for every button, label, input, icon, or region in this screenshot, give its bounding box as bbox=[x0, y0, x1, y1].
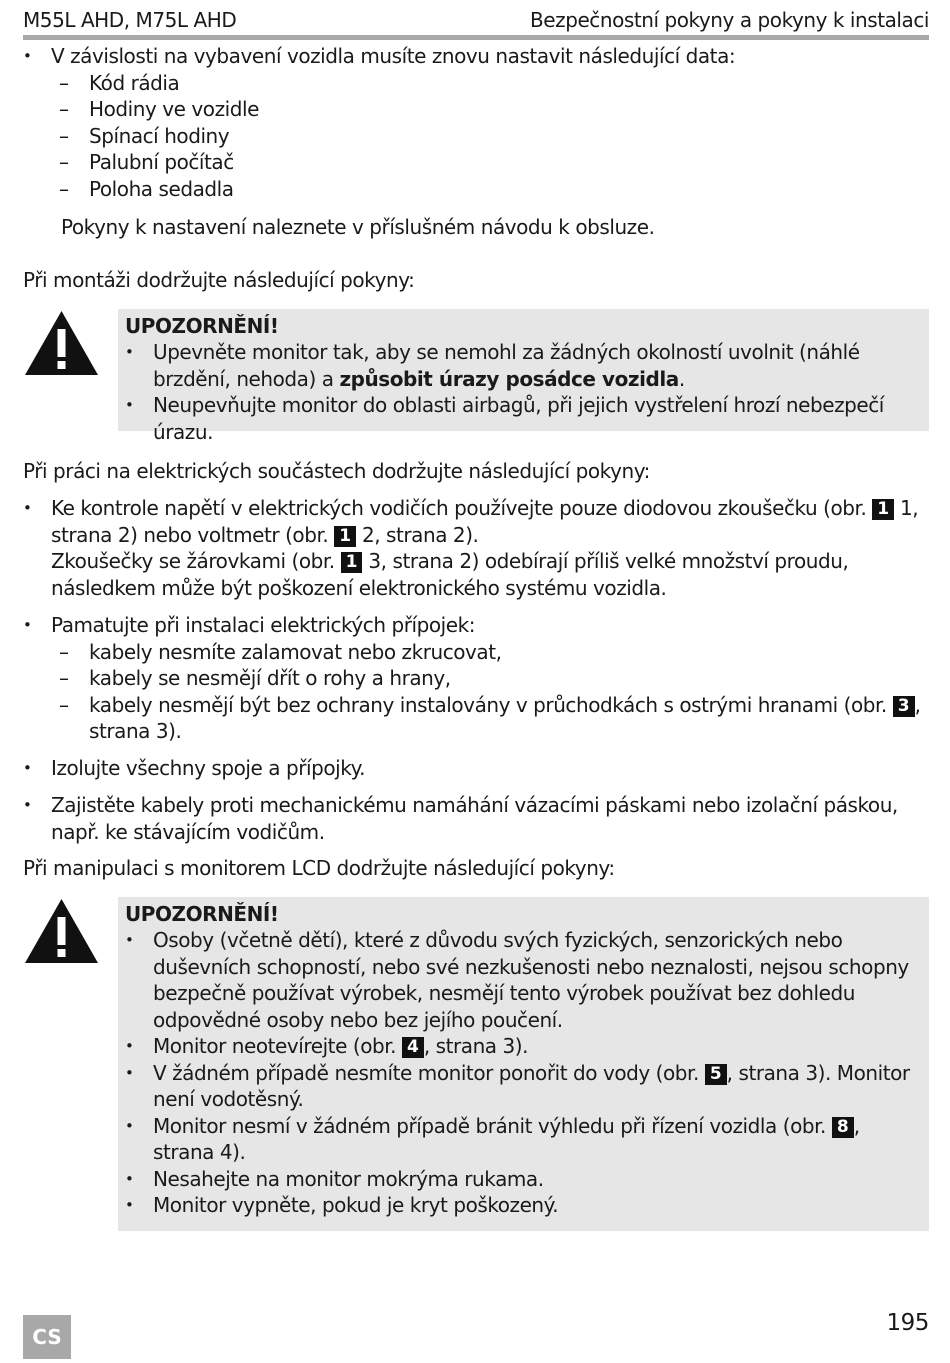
figure-badge: 3 bbox=[893, 696, 915, 717]
list-item: • Pamatujte při instalaci elektrických přípojek: bbox=[23, 612, 929, 639]
list-item: – Kód rádia bbox=[23, 70, 929, 97]
list-item: • V závislosti na vybavení vozidla musíte znovu nastavit následující data: bbox=[23, 43, 929, 70]
list-item: – Spínací hodiny bbox=[23, 123, 929, 150]
electrical-connections-list bbox=[23, 612, 929, 745]
figure-badge: 5 bbox=[705, 1064, 727, 1085]
figure-badge: 1 bbox=[872, 499, 894, 520]
vehicle-data-section bbox=[23, 43, 929, 202]
warning-box-lcd bbox=[118, 897, 929, 1231]
warning-box-mounting bbox=[118, 309, 929, 444]
lcd-intro: Při manipulaci s monitorem LCD dodržujte následující pokyny: bbox=[23, 856, 615, 880]
warning-title: UPOZORNĚNÍ! bbox=[125, 902, 279, 926]
mounting-intro: Při montáži dodržujte následující pokyny: bbox=[23, 268, 415, 292]
list-item: • Monitor neotevírejte (obr. 4 , strana 3). bbox=[125, 1033, 923, 1060]
list-item: • V žádném případě nesmíte monitor ponořit do vody (obr. 5 , strana 3). Monitor není vodotěsný. bbox=[125, 1060, 923, 1113]
warning-icon bbox=[23, 309, 100, 377]
list-item: – Poloha sedadla bbox=[23, 176, 929, 203]
warning-icon bbox=[23, 897, 100, 965]
list-item: – Palubní počítač bbox=[23, 149, 929, 176]
list-item: • Ke kontrole napětí v elektrických vodičích používejte pouze diodovou zkoušečku (obr. 1 1, strana 2) nebo voltmetr (obr. 1 2, strana 2). Zkoušečky se žárovkami (obr. 1 3, strana 2) odebírají příliš velké množství proudu, následkem může být poškození elektronického systému vozidla. bbox=[23, 495, 929, 601]
list-item: • Upevněte monitor tak, aby se nemohl za žádných okolností uvolnit (náhlé brzdění, nehoda) a způsobit úrazy posádce vozidla. bbox=[125, 339, 923, 392]
page-header bbox=[23, 6, 929, 40]
list-item: – Hodiny ve vozidle bbox=[23, 96, 929, 123]
list-item: • Nesahejte na monitor mokrýma rukama. bbox=[125, 1166, 923, 1193]
list-item: • Monitor nesmí v žádném případě bránit výhledu při řízení vozidla (obr. 8 , strana 4). bbox=[125, 1113, 923, 1166]
list-item: • Zajistěte kabely proti mechanickému namáhání vázacími páskami nebo izolační páskou, např. ke stávajícím vodičům. bbox=[23, 792, 929, 845]
list-item: • Izolujte všechny spoje a přípojky. bbox=[23, 755, 929, 782]
header-section-title: Bezpečnostní pokyny a pokyny k instalaci bbox=[530, 8, 929, 32]
figure-badge: 4 bbox=[402, 1037, 424, 1058]
list-item: – kabely nesmějí být bez ochrany instalovány v průchodkách s ostrými hranami (obr. 3 , strana 3). bbox=[23, 692, 929, 745]
page-number: 195 bbox=[886, 1310, 929, 1336]
list-item: • Neupevňujte monitor do oblasti airbagů, při jejich vystřelení hrozí nebezpečí úrazu. bbox=[125, 392, 923, 445]
electrical-intro: Při práci na elektrických součástech dodržujte následující pokyny: bbox=[23, 459, 650, 483]
list-item: • Monitor vypněte, pokud je kryt poškozený. bbox=[125, 1192, 923, 1219]
header-model: M55L AHD, M75L AHD bbox=[23, 8, 237, 32]
list-item: – kabely nesmíte zalamovat nebo zkrucovat, bbox=[23, 639, 929, 666]
figure-badge: 8 bbox=[832, 1117, 854, 1138]
list-item: • Osoby (včetně dětí), které z důvodu svých fyzických, senzorických nebo duševních schopností, nebo své nezkušenosti nebo neznalosti, nejsou schopny bezpečně používat výrobek, nesmějí tento výrobek používat bez dohledu odpovědné osoby nebo bez jejího poučení. bbox=[125, 927, 923, 1033]
list-item: – kabely se nesmějí dřít o rohy a hrany, bbox=[23, 665, 929, 692]
language-badge: CS bbox=[23, 1315, 71, 1359]
figure-badge: 1 bbox=[334, 526, 356, 547]
warning-title: UPOZORNĚNÍ! bbox=[125, 314, 279, 338]
figure-badge: 1 bbox=[341, 552, 363, 573]
settings-note: Pokyny k nastavení naleznete v příslušném návodu k obsluze. bbox=[61, 215, 655, 239]
